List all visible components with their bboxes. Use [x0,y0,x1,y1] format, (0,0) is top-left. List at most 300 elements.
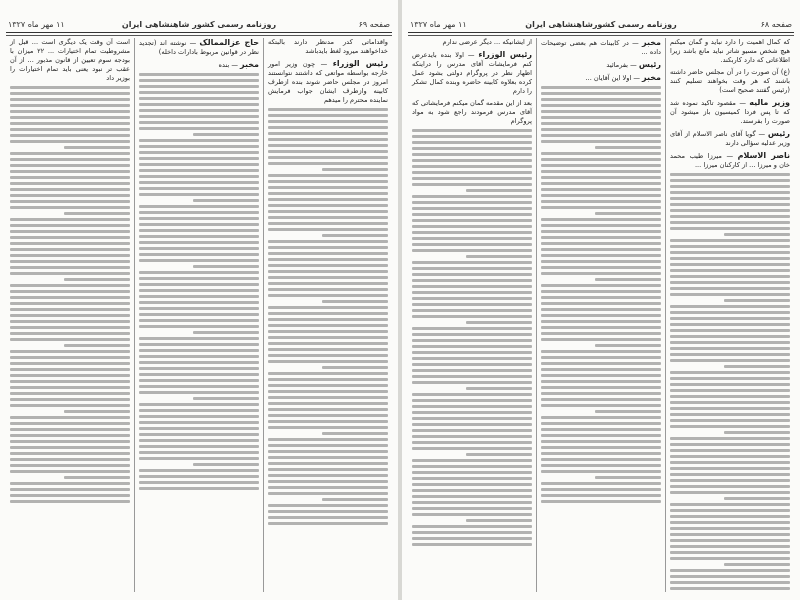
paragraph-text: از ایشانیکه ... دیگر عرضی ندارم [442,38,532,46]
paragraph: مخبر — در کابینات هم بعضی توضیحات داده ... [541,38,661,56]
illegible-text-line [541,494,661,497]
illegible-text-line [139,229,259,232]
illegible-text-line [10,116,130,119]
illegible-text-line [412,159,532,162]
illegible-text-line [670,263,790,266]
illegible-text-line [10,296,130,299]
paragraph-text: اولا بنده بایدعرض کنم فرمایشات آقای مدرس را دراینکه اظهار نظر در پروگرام دولتی بشود عمل کرده بعلاوه کابینه حاضره وبنده کمال تشکر را دارم [412,51,532,95]
illegible-text-line [670,407,790,410]
page-header [410,18,792,32]
illegible-text-line [541,386,661,389]
illegible-text-line [322,300,388,303]
illegible-text-line [595,146,661,149]
illegible-text-line [268,444,388,447]
illegible-text-line [541,470,661,473]
illegible-text-line [268,516,388,519]
speaker-heading: حاج عزالممالک [199,38,259,47]
illegible-text-line [268,108,388,111]
illegible-text-line [541,308,661,311]
illegible-text-line [412,225,532,228]
illegible-text-line [268,192,388,195]
illegible-text-line [670,191,790,194]
illegible-text-line [139,247,259,250]
illegible-text-line [412,477,532,480]
illegible-text-line [268,396,388,399]
text-column [536,38,665,592]
illegible-text-line [412,261,532,264]
illegible-text-line [541,272,661,275]
illegible-text-line [670,329,790,332]
illegible-text-line [193,397,259,400]
illegible-text-line [268,426,388,429]
illegible-text-line [10,422,130,425]
illegible-text-line [139,73,259,76]
illegible-text-line [412,351,532,354]
illegible-text-line [139,85,259,88]
illegible-text-line [10,86,130,89]
illegible-text-line [10,242,130,245]
illegible-text-line [10,188,130,191]
illegible-text-line [268,420,388,423]
illegible-text-line [268,120,388,123]
illegible-text-line [412,327,532,330]
illegible-text-line [670,539,790,542]
illegible-text-line [10,392,130,395]
illegible-text-line [268,360,388,363]
illegible-text-line [541,302,661,305]
illegible-text-line [10,356,130,359]
illegible-text-line [322,432,388,435]
illegible-text-line [670,203,790,206]
illegible-text-line [670,587,790,590]
illegible-text-line [412,381,532,384]
text-columns [6,38,392,592]
paragraph-text: است آن وقت یک دیگری است ... قبل از مشروطیت تمام اختیارات ... ۲۲ میزان با بودجه سوم تعیین از قانون مذبور ... از آن عقب تر نبود یعنی باید تمام اختیارات را بوزیر داد [10,38,130,82]
illegible-text-line [670,209,790,212]
illegible-text-line [268,402,388,405]
illegible-text-line [595,212,661,215]
illegible-text-line [193,331,259,334]
illegible-text-line [268,138,388,141]
illegible-text-line [10,194,130,197]
illegible-text-line [412,177,532,180]
illegible-text-line [10,224,130,227]
illegible-text-line [670,419,790,422]
illegible-text-line [10,302,130,305]
illegible-text-line [139,217,259,220]
illegible-text-line [670,449,790,452]
illegible-text-line [412,345,532,348]
illegible-text-line [412,267,532,270]
paragraph-text: مقصود تاکید نموده شد که تا پس فردا کمیسیون باز میشود آن صورت را بفرستد. [670,99,790,125]
illegible-text-line [412,333,532,336]
illegible-text-line [268,486,388,489]
illegible-text-line [10,380,130,383]
illegible-text-line [139,457,259,460]
illegible-text-line [193,265,259,268]
illegible-text-line [10,308,130,311]
illegible-text-line [412,249,532,252]
illegible-text-line [541,482,661,485]
illegible-text-line [268,318,388,321]
illegible-text-line [10,428,130,431]
illegible-text-line [268,354,388,357]
page-header [8,18,390,32]
illegible-text-line [412,537,532,540]
illegible-text-line [268,348,388,351]
illegible-text-line [10,314,130,317]
illegible-text-line [10,158,130,161]
illegible-text-line [10,92,130,95]
header-rule [6,32,392,36]
illegible-text-line [268,456,388,459]
illegible-text-line [412,231,532,234]
illegible-text-line [10,440,130,443]
illegible-text-line [139,481,259,484]
illegible-text-line [541,116,661,119]
speaker-heading: مخبر [642,38,661,47]
illegible-text-line [670,251,790,254]
illegible-text-line [268,264,388,267]
illegible-text-line [670,215,790,218]
illegible-text-line [322,498,388,501]
illegible-text-line [541,98,661,101]
illegible-text-line [412,501,532,504]
illegible-text-line [10,482,130,485]
illegible-text-line [412,309,532,312]
paragraph-text: چون وزیر امور خارجه بواسطه مواتعی که داشتند نتوانستند امروز در مجلس حاضر شوند بنده ازطرف کابینه وازطرف ایشان جواب فرمایش نماینده محترم را میدهم [268,60,388,104]
illegible-text-line [139,355,259,358]
illegible-text-line [412,171,532,174]
illegible-text-line [541,110,661,113]
illegible-text-line [541,464,661,467]
illegible-text-line [670,467,790,470]
illegible-text-line [541,86,661,89]
illegible-text-line [268,324,388,327]
illegible-text-line [268,258,388,261]
illegible-text-line [724,233,790,236]
illegible-text-line [412,201,532,204]
illegible-text-line [193,463,259,466]
illegible-text-line [412,357,532,360]
illegible-text-line [139,295,259,298]
illegible-text-line [670,323,790,326]
illegible-text-line [541,128,661,131]
illegible-text-line [541,320,661,323]
illegible-text-line [670,347,790,350]
illegible-text-line [268,504,388,507]
illegible-text-line [466,453,532,456]
illegible-text-line [670,527,790,530]
speaker-heading: رئیس [767,129,790,138]
illegible-text-line [541,296,661,299]
illegible-text-line [268,438,388,441]
illegible-text-line [670,413,790,416]
illegible-text-line [670,317,790,320]
illegible-text-line [412,165,532,168]
illegible-text-line [268,372,388,375]
illegible-text-line [268,216,388,219]
right-newspaper-page [402,0,800,600]
illegible-text-line [139,379,259,382]
illegible-text-line [541,332,661,335]
illegible-text-line [10,218,130,221]
paragraph-text: بفرمائید [606,61,629,69]
illegible-text-line [139,271,259,274]
illegible-text-line [10,374,130,377]
illegible-text-line [724,563,790,566]
illegible-text-line [670,437,790,440]
illegible-text-line [541,338,661,341]
illegible-text-line [541,434,661,437]
illegible-text-line [412,393,532,396]
paragraph: مخبر — بنده [218,60,259,69]
illegible-text-line [412,489,532,492]
illegible-text-line [322,366,388,369]
illegible-text-line [412,147,532,150]
illegible-text-line [139,145,259,148]
illegible-text-line [10,404,130,407]
illegible-text-line [670,311,790,314]
illegible-text-line [139,385,259,388]
illegible-text-line [268,252,388,255]
illegible-text-line [412,183,532,186]
illegible-text-line [541,368,661,371]
illegible-text-line [541,500,661,503]
illegible-text-line [541,200,661,203]
header-rule [408,32,794,36]
illegible-text-line [268,240,388,243]
illegible-text-line [10,176,130,179]
illegible-text-line [412,399,532,402]
illegible-text-line [10,128,130,131]
illegible-text-line [268,174,388,177]
illegible-text-line [670,425,790,428]
illegible-text-line [10,434,130,437]
speaker-heading: ناصر الاسلام [737,151,790,160]
illegible-text-line [139,205,259,208]
illegible-text-line [541,152,661,155]
illegible-text-line [541,218,661,221]
left-newspaper-page [0,0,398,600]
illegible-text-line [412,195,532,198]
illegible-text-line [268,162,388,165]
illegible-text-line [10,254,130,257]
illegible-text-line [268,156,388,159]
illegible-text-line [412,411,532,414]
illegible-text-line [670,179,790,182]
illegible-text-line [10,350,130,353]
illegible-text-line [10,338,130,341]
illegible-text-line [322,234,388,237]
text-column [134,38,263,592]
illegible-text-line [670,479,790,482]
illegible-text-line [724,299,790,302]
text-column [6,38,134,592]
illegible-text-line [412,279,532,282]
illegible-text-line [724,497,790,500]
illegible-text-line [64,212,130,215]
illegible-text-line [670,383,790,386]
illegible-text-line [412,297,532,300]
illegible-text-line [268,180,388,183]
illegible-text-line [670,401,790,404]
illegible-text-line [268,150,388,153]
illegible-text-line [541,242,661,245]
illegible-text-line [268,480,388,483]
illegible-text-line [10,230,130,233]
newspaper-title: روزنامه رسمی کشور شاهنشاهی ایران [121,20,277,29]
illegible-text-line [412,417,532,420]
illegible-text-line [10,104,130,107]
illegible-text-line [412,363,532,366]
illegible-text-line [139,91,259,94]
paragraph-text: واقداماتی کدر مدنظر دارند بالبتکه خداخواهند میرود لغظ بایدباشد [268,38,388,55]
illegible-text-line [670,569,790,572]
paragraph: مخبر — اولا این آقایان ... [585,73,661,82]
illegible-text-line [10,326,130,329]
illegible-text-line [541,122,661,125]
illegible-text-line [670,239,790,242]
illegible-text-line [541,248,661,251]
illegible-text-line [139,451,259,454]
illegible-text-line [541,446,661,449]
illegible-text-line [64,146,130,149]
illegible-text-line [139,409,259,412]
illegible-text-line [541,356,661,359]
illegible-text-line [670,509,790,512]
illegible-text-line [10,140,130,143]
illegible-text-line [595,344,661,347]
illegible-text-line [412,435,532,438]
illegible-text-line [10,110,130,113]
illegible-text-line [412,303,532,306]
illegible-text-line [670,377,790,380]
illegible-text-line [193,133,259,136]
paragraph-text: گویا آقای ناصر الاسلام از آقای وزیر عدلیه سؤالی دارند [670,130,790,147]
illegible-text-line [268,198,388,201]
illegible-text-line [670,395,790,398]
illegible-text-line [670,245,790,248]
illegible-text-line [139,121,259,124]
illegible-text-line [268,342,388,345]
illegible-text-line [541,260,661,263]
illegible-text-line [541,284,661,287]
illegible-text-line [541,398,661,401]
illegible-text-line [541,236,661,239]
illegible-text-line [412,285,532,288]
illegible-text-line [139,421,259,424]
illegible-text-line [64,410,130,413]
illegible-text-line [10,290,130,293]
illegible-text-line [541,440,661,443]
illegible-text-line [541,230,661,233]
illegible-text-line [139,115,259,118]
illegible-text-line [412,441,532,444]
issue-date: ۱۱ مهر ماه ۱۳۲۷ [410,20,467,29]
paragraph: رئیس — بفرمائید [606,60,661,69]
illegible-text-line [268,468,388,471]
illegible-text-line [139,361,259,364]
illegible-text-line [268,126,388,129]
illegible-text-line [10,452,130,455]
illegible-text-line [268,144,388,147]
paragraph: رئیس الوزراء — اولا بنده بایدعرض کنم فرمایشات آقای مدرس را دراینکه اظهار نظر در پروگرام دولتی بشود عمل کرده بعلاوه کابینه حاضره وبنده کمال تشکر را دارم [412,50,532,95]
illegible-text-line [139,367,259,370]
text-columns [408,38,794,592]
illegible-text-line [268,474,388,477]
paragraph [10,38,130,83]
illegible-text-line [10,362,130,365]
illegible-text-line [541,182,661,185]
illegible-text-line [541,188,661,191]
illegible-text-line [670,257,790,260]
illegible-text-line [541,290,661,293]
paragraph-text: بعد از این مقدمه گمان میکنم فرمایشاتی که آقای مدرس فرمودند راجع شود به مواد پروگرام [412,99,532,125]
illegible-text-line [268,294,388,297]
illegible-text-line [139,289,259,292]
illegible-text-line [139,373,259,376]
illegible-text-line [541,206,661,209]
paragraph [268,38,388,56]
illegible-text-line [139,163,259,166]
speaker-heading: رئیس [638,60,661,69]
illegible-text-line [139,433,259,436]
illegible-text-line [670,455,790,458]
illegible-text-line [670,515,790,518]
illegible-text-line [541,134,661,137]
illegible-text-line [64,344,130,347]
illegible-text-line [139,343,259,346]
illegible-text-line [541,416,661,419]
paragraph: ناصر الاسلام — میرزا طیب محمد خان و میرزا ... از کارکنان میرزا ... [670,151,790,169]
illegible-text-line [412,153,532,156]
page-number: صفحه ۶۸ [760,20,792,29]
paragraph-text: (ع) آن صورت را در آن مجلس حاضر داشته باشند که هر وقت بخواهند تسلیم کنند (رئیس گفتند صحیح است) [670,68,790,94]
illegible-text-line [670,341,790,344]
illegible-text-line [670,335,790,338]
paragraph: رئیس — گویا آقای ناصر الاسلام از آقای وزیر عدلیه سؤالی دارند [670,129,790,147]
illegible-text-line [670,575,790,578]
illegible-text-line [541,224,661,227]
page-number: صفحه ۶۹ [358,20,390,29]
illegible-text-line [670,551,790,554]
illegible-text-line [10,266,130,269]
illegible-text-line [139,223,259,226]
illegible-text-line [541,374,661,377]
illegible-text-line [670,473,790,476]
illegible-text-line [268,186,388,189]
illegible-text-line [541,140,661,143]
illegible-text-line [139,187,259,190]
illegible-text-line [139,475,259,478]
illegible-text-line [139,109,259,112]
illegible-text-line [10,464,130,467]
illegible-text-line [412,405,532,408]
speaker-heading: رئیس الوزراء [332,59,388,68]
paragraph: حاج عزالممالک — نوشته اند (تجدید نظر در قوانین مربوط بادارات داخله) [139,38,259,56]
illegible-text-line [670,185,790,188]
illegible-text-line [139,439,259,442]
illegible-text-line [268,132,388,135]
illegible-text-line [10,272,130,275]
paragraph-text: که کمال اهمیت را دارد نباید و گمان میکنم هیچ شخص مسیو شاتر نباید مانع باشد زیرا اطلاعاتی که دارد کاربکند. [670,38,790,64]
illegible-text-line [541,350,661,353]
illegible-text-line [268,228,388,231]
illegible-text-line [670,269,790,272]
illegible-text-line [139,139,259,142]
illegible-text-line [268,384,388,387]
